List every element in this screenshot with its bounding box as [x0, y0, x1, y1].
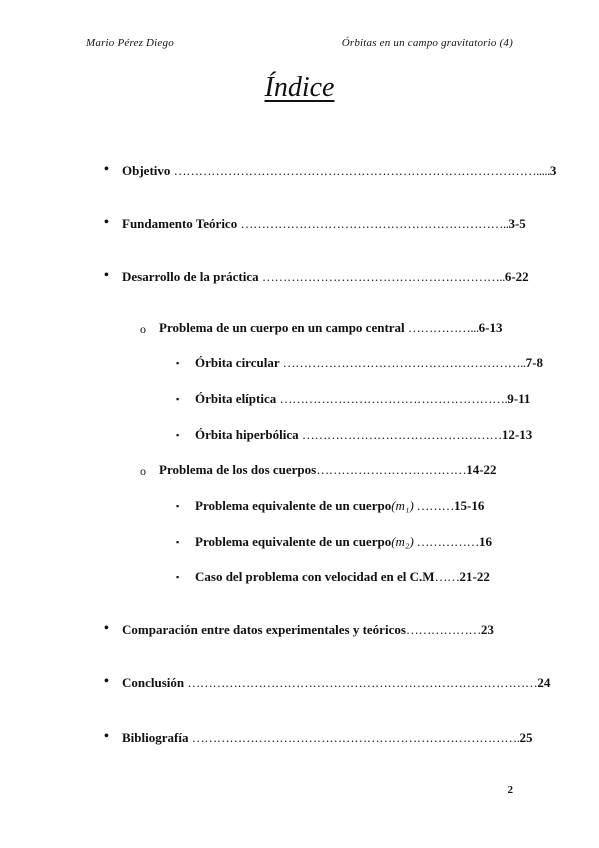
toc-page: 25	[519, 730, 533, 745]
toc-entry-dos-cuerpos	[159, 462, 497, 478]
toc-leader: …………………………………………………..	[282, 355, 526, 370]
bullet-icon: •	[104, 729, 109, 744]
toc-label: Comparación entre datos experimentales y teóricos	[122, 622, 406, 637]
toc-label: Conclusión	[122, 675, 188, 690]
toc-entry-orbita-hiperbolica	[195, 427, 532, 443]
square-bullet-icon: ▪	[176, 501, 180, 511]
toc-page: 15-16	[454, 498, 485, 513]
toc-leader: …………………………………………………………………….	[191, 730, 520, 745]
toc-page: 7-8	[525, 355, 543, 370]
toc-label: Objetivo	[122, 163, 174, 178]
toc-entry-bibliografia	[122, 730, 532, 746]
toc-page: 6-13	[478, 320, 503, 335]
toc-leader: ………………………………………………………..	[240, 216, 509, 231]
toc-label: Problema de los dos cuerpos	[159, 462, 317, 477]
square-bullet-icon: ▪	[176, 358, 180, 368]
toc-entry-orbita-eliptica	[195, 391, 530, 407]
toc-entry-objetivo	[122, 163, 556, 179]
toc-entry-orbita-circular	[195, 355, 543, 371]
toc-leader: …………………………………………………..	[261, 269, 505, 284]
toc-page: 23	[480, 622, 494, 637]
toc-label: Problema de un cuerpo en un campo central	[159, 320, 408, 335]
toc-entry-problema-un-cuerpo	[159, 320, 503, 336]
toc-leader: ………………………………	[316, 462, 467, 477]
toc-label: Órbita hiperbólica	[195, 427, 302, 442]
toc-entry-equivalente-m1	[195, 498, 484, 514]
square-bullet-icon: ▪	[176, 537, 180, 547]
square-bullet-icon: ▪	[176, 572, 180, 582]
header-doc-title: Órbitas en un campo gravitatorio (4)	[341, 37, 513, 49]
toc-page: 6-22	[504, 269, 529, 284]
toc-leader: ……	[434, 569, 460, 584]
toc-label: Desarrollo de la práctica	[122, 269, 262, 284]
math-m2: (m₂)	[391, 534, 414, 549]
toc-label: Problema equivalente de un cuerpo	[195, 498, 392, 513]
toc-leader: ……………	[413, 534, 480, 549]
hollow-bullet-icon: o	[140, 322, 146, 336]
toc-page: 21-22	[459, 569, 490, 584]
toc-leader: …………………………………………………………………………	[187, 675, 538, 690]
page-title: Índice	[264, 72, 335, 103]
math-m1: (m₁)	[391, 498, 414, 513]
toc-entry-fundamento	[122, 216, 526, 232]
toc-page: 9-11	[507, 391, 531, 406]
toc-label: Bibliografía	[122, 730, 192, 745]
bullet-icon: •	[104, 215, 109, 230]
page-number: 2	[507, 784, 513, 796]
toc-entry-comparacion	[122, 622, 494, 638]
toc-leader: ………………	[405, 622, 481, 637]
toc-page: 14-22	[466, 462, 497, 477]
toc-page: 16	[479, 534, 493, 549]
hollow-bullet-icon: o	[140, 464, 146, 478]
toc-page: 3	[549, 163, 557, 178]
bullet-icon: •	[104, 162, 109, 177]
toc-label: Fundamento Teórico	[122, 216, 241, 231]
toc-page: 24	[537, 675, 551, 690]
toc-leader: ……………...	[407, 320, 479, 335]
bullet-icon: •	[104, 268, 109, 283]
toc-entry-conclusion	[122, 675, 550, 691]
toc-page: 3-5	[508, 216, 526, 231]
bullet-icon: •	[104, 674, 109, 689]
toc-page: 12-13	[501, 427, 533, 442]
toc-label: Caso del problema con velocidad en el C.M	[195, 569, 435, 584]
toc-leader: …………………………………………	[301, 427, 502, 442]
bullet-icon: •	[104, 621, 109, 636]
toc-label: Problema equivalente de un cuerpo	[195, 534, 392, 549]
header-author: Mario Pérez Diego	[86, 37, 174, 49]
toc-entry-equivalente-m2	[195, 534, 492, 550]
toc-label: Órbita elíptica	[195, 391, 280, 406]
toc-entry-desarrollo	[122, 269, 529, 285]
toc-label: Órbita circular	[195, 355, 283, 370]
square-bullet-icon: ▪	[176, 430, 180, 440]
toc-leader: …………………………………………………………………………….....	[173, 163, 550, 178]
square-bullet-icon: ▪	[176, 394, 180, 404]
toc-leader: ……………………………………………….	[279, 391, 508, 406]
toc-leader: ………	[413, 498, 455, 513]
toc-entry-velocidad-cm	[195, 569, 490, 585]
